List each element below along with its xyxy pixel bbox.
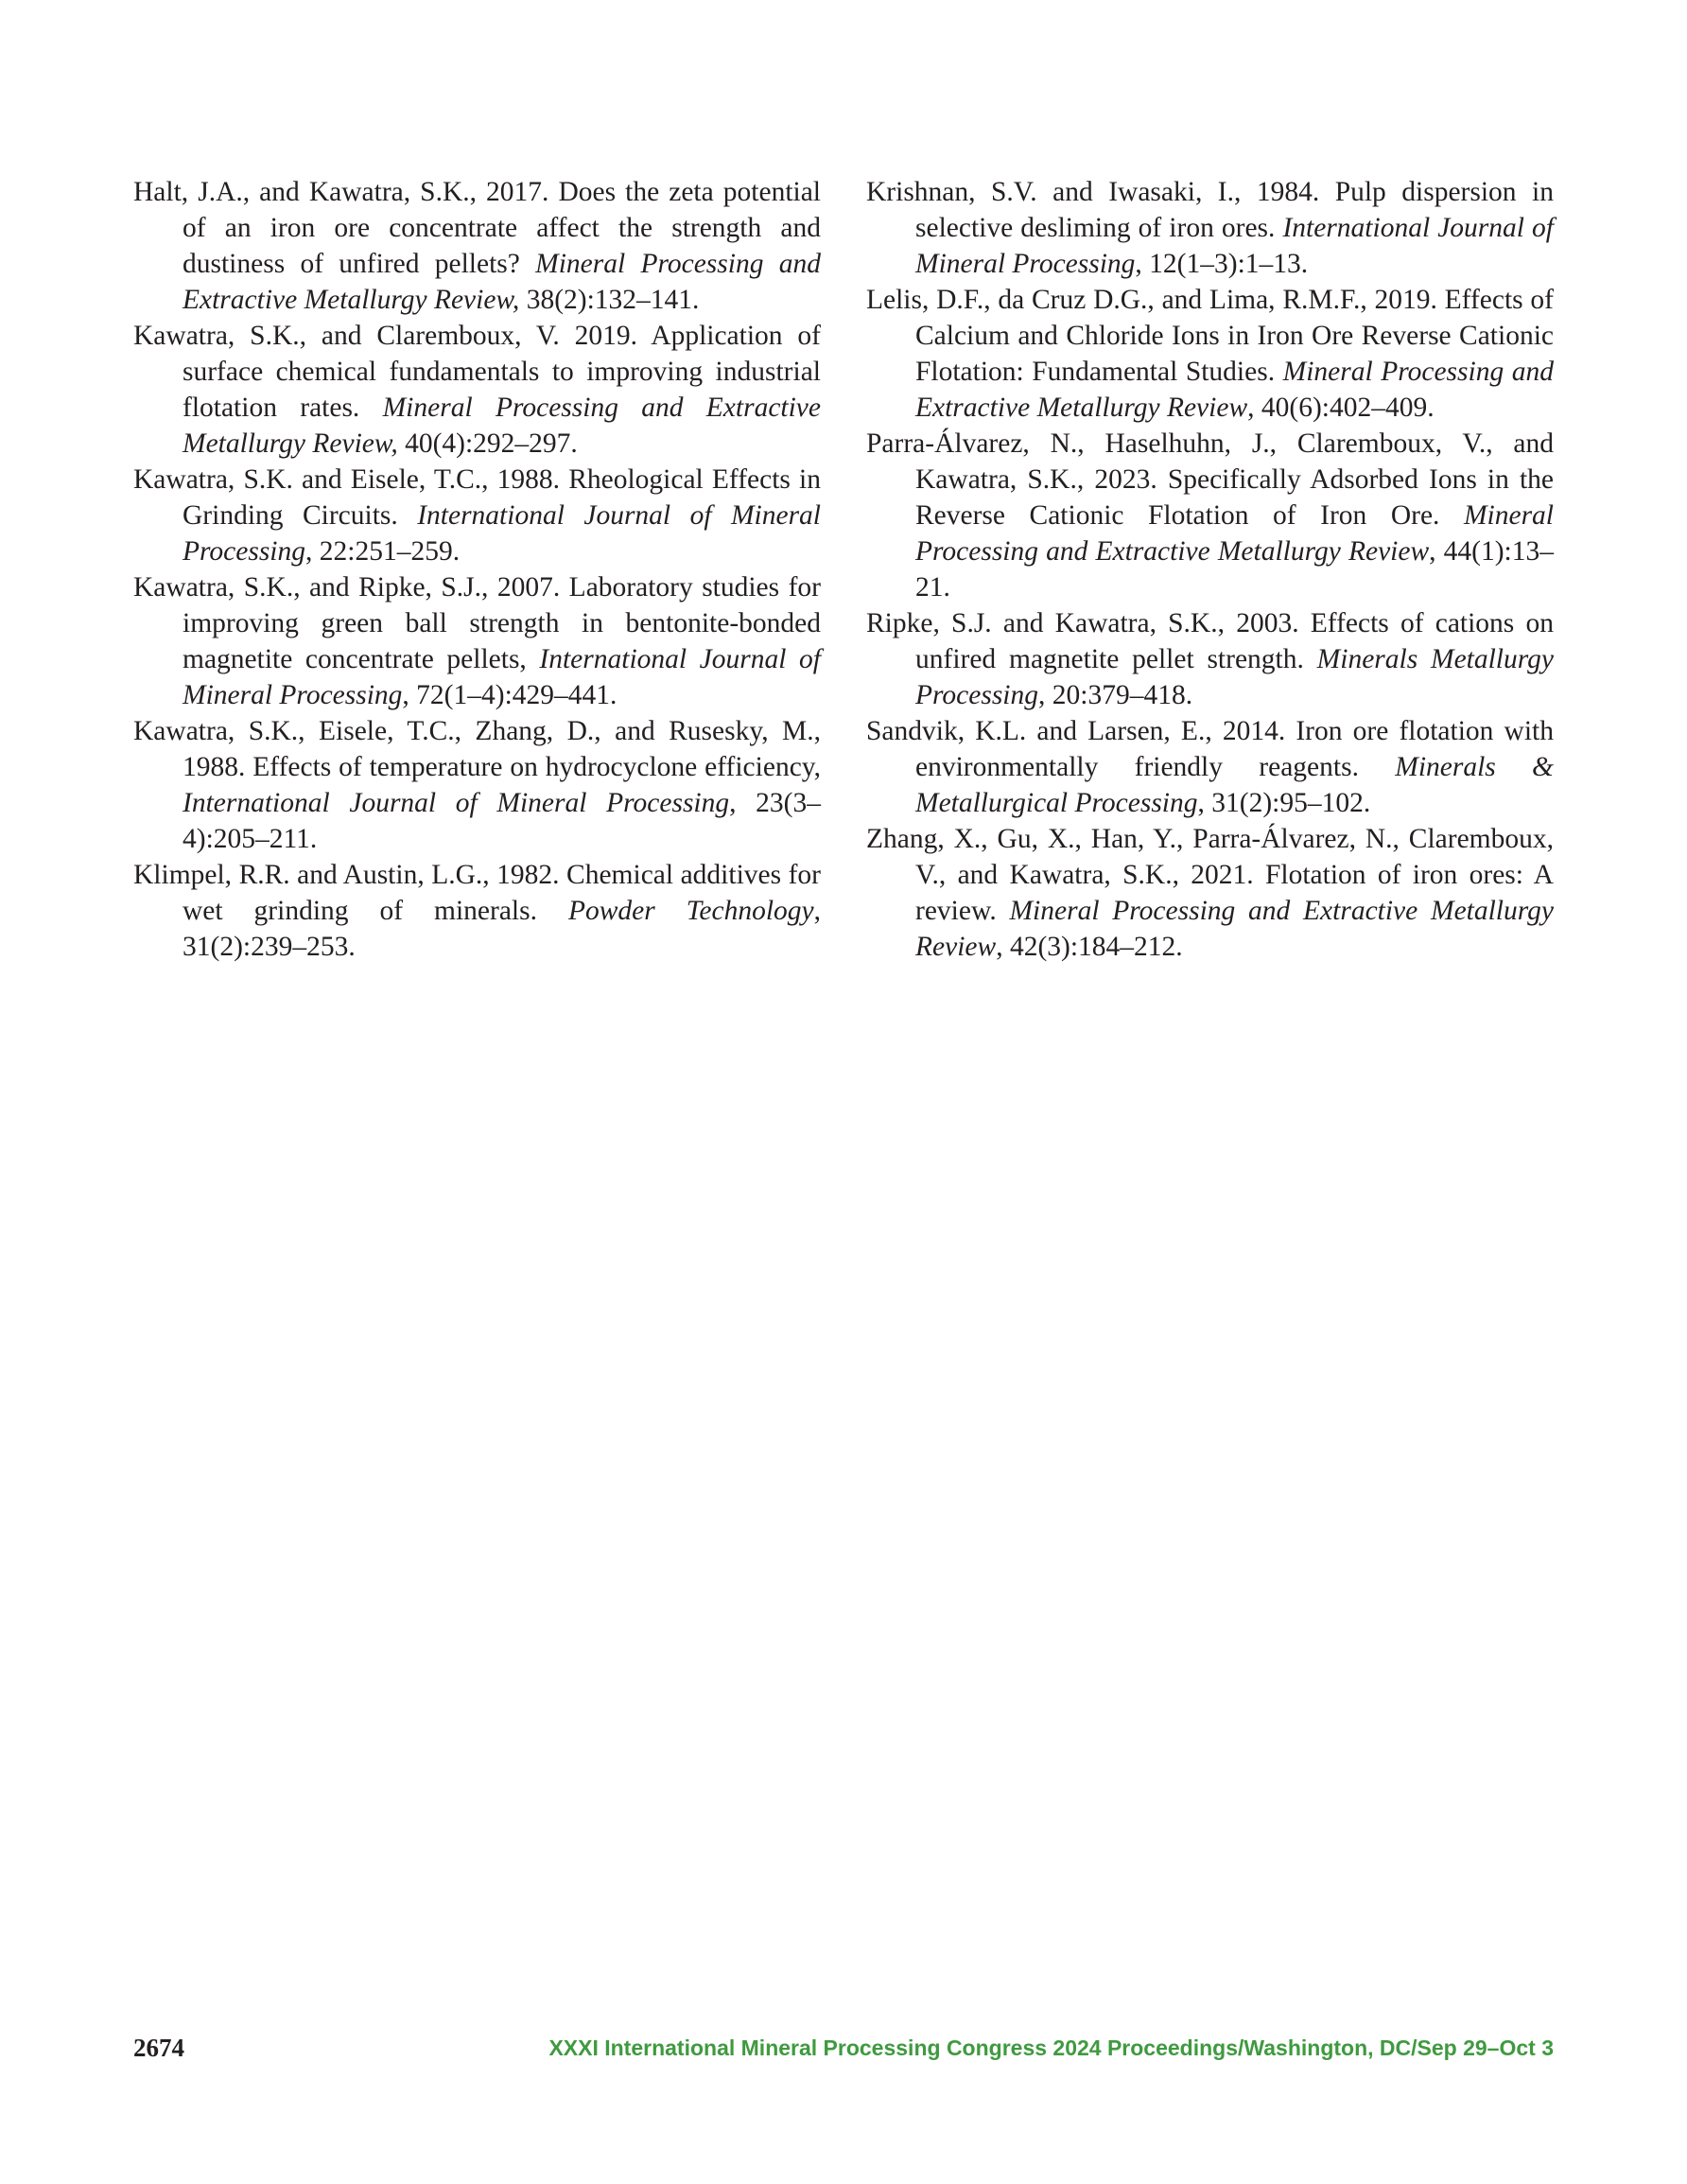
journal-title: International Journal of Mineral Processing (915, 213, 1554, 279)
reference-entry: Zhang, X., Gu, X., Han, Y., Parra-Álvarez, N., Claremboux, V., and Kawatra, S.K., 2021. Flotation of iron ores: A review. Mineral Processing and Extractive Metallurgy Review, 42(3):184–212. (866, 824, 1554, 962)
journal-title: Mineral Processing and Extractive Metallurgy Review, (183, 249, 821, 315)
journal-title: Mineral Processing and Extractive Metallurgy Review (915, 500, 1554, 567)
reference-entry: Kawatra, S.K. and Eisele, T.C., 1988. Rheological Effects in Grinding Circuits. International Journal of Mineral Processing, 22:251–259. (133, 464, 822, 567)
reference-entry: Kawatra, S.K., Eisele, T.C., Zhang, D., and Rusesky, M., 1988. Effects of temperature on hydrocyclone efficiency, International Journal of Mineral Processing, 23(3–4):205–211. (133, 716, 821, 854)
journal-title: International Journal of Mineral Processing (183, 644, 821, 710)
reference-entry: Parra-Álvarez, N., Haselhuhn, J., Claremboux, V., and Kawatra, S.K., 2023. Specifically Adsorbed Ions in the Reverse Cationic Flotation of Iron Ore. Mineral Processing and Extractive Metallurgy Review, 44(1):13–21. (866, 428, 1555, 603)
reference-entry: Kawatra, S.K., and Ripke, S.J., 2007. Laboratory studies for improving green ball strength in bentonite-bonded magnetite concentrate pellets, International Journal of Mineral Processing, 72(1–4):429–441. (133, 572, 821, 710)
reference-entry: Sandvik, K.L. and Larsen, E., 2014. Iron ore flotation with environmentally friendly reagents. Minerals & Metallurgical Processing, 31(2):95–102. (866, 716, 1555, 818)
references-right-column (866, 174, 1554, 965)
journal-title: International Journal of Mineral Processing (183, 788, 730, 818)
journal-title: Minerals Metallurgy Processing (915, 644, 1554, 710)
journal-title: Mineral Processing and Extractive Metallurgy Review (915, 896, 1554, 962)
reference-entry: Lelis, D.F., da Cruz D.G., and Lima, R.M.F., 2019. Effects of Calcium and Chloride Ions in Iron Ore Reverse Cationic Flotation: Fundamental Studies. Mineral Processing and Extractive Metallurgy Review, 40(6):402–409. (866, 285, 1554, 423)
journal-title: Minerals & Metallurgical Processing (915, 752, 1555, 818)
journal-title: Mineral Processing and Extractive Metallurgy Review (915, 357, 1554, 423)
conference-running-footer: XXXI International Mineral Processing Congress 2024 Proceedings/Washington, DC/Sep 29–Oct 3 (548, 2035, 1554, 2060)
reference-entry: Klimpel, R.R. and Austin, L.G., 1982. Chemical additives for wet grinding of minerals. Powder Technology, 31(2):239–253. (133, 860, 821, 962)
reference-entry: Ripke, S.J. and Kawatra, S.K., 2003. Effects of cations on unfired magnetite pellet strength. Minerals Metallurgy Processing, 20:379–418. (866, 608, 1554, 710)
reference-entry: Halt, J.A., and Kawatra, S.K., 2017. Does the zeta potential of an iron ore concentrate affect the strength and dustiness of unfired pellets? Mineral Processing and Extractive Metallurgy Review, 38(2):132–141. (133, 177, 821, 315)
page-footer (133, 2034, 1554, 2068)
page-number: 2674 (133, 2034, 184, 2062)
journal-title: Powder Technology (567, 896, 814, 926)
reference-entry: Kawatra, S.K., and Claremboux, V. 2019. Application of surface chemical fundamentals to improving industrial flotation rates. Mineral Processing and Extractive Metallurgy Review, 40(4):292–297. (133, 321, 821, 459)
journal-title: International Journal of Mineral Processing (183, 500, 822, 567)
references-left-column (133, 174, 821, 965)
reference-entry: Krishnan, S.V. and Iwasaki, I., 1984. Pulp dispersion in selective desliming of iron ores. International Journal of Mineral Processing, 12(1–3):1–13. (866, 177, 1554, 279)
journal-title: Mineral Processing and Extractive Metallurgy Review, (183, 393, 821, 459)
